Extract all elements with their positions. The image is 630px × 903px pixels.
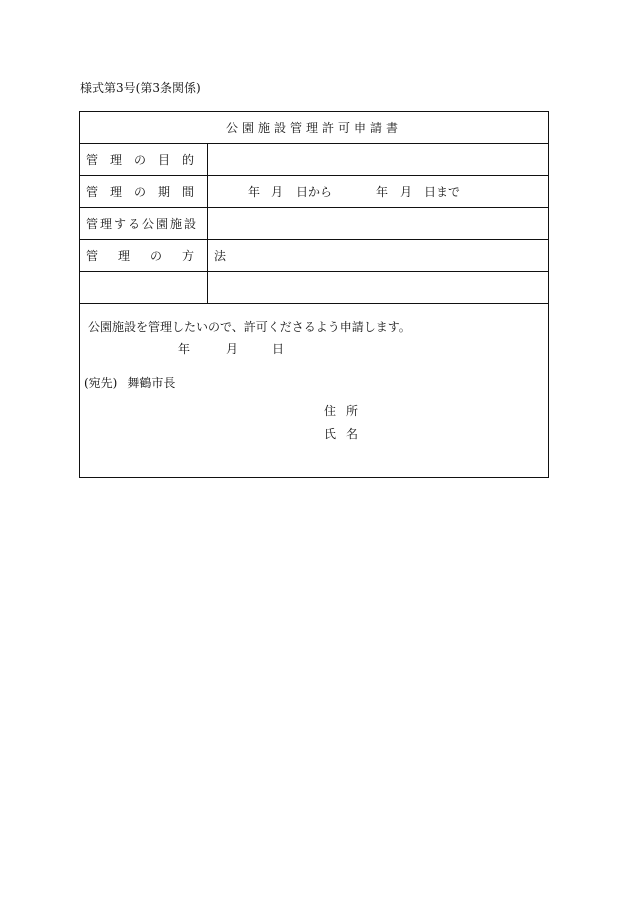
row-period-label: 管理の期間 bbox=[80, 176, 208, 207]
row-blank-label[interactable] bbox=[80, 272, 208, 303]
row-blank bbox=[80, 272, 548, 304]
application-date-month: 月 bbox=[226, 342, 239, 356]
row-method-label: 管理の方法 bbox=[80, 240, 208, 271]
application-form bbox=[79, 111, 549, 478]
facility-field[interactable] bbox=[208, 208, 548, 239]
period-from-month: 月 bbox=[271, 185, 284, 199]
row-period bbox=[80, 176, 548, 208]
period-to-month: 月 bbox=[400, 185, 413, 199]
period-to-day: 日まで bbox=[424, 185, 461, 199]
purpose-field[interactable] bbox=[208, 144, 548, 175]
period-from-year: 年 bbox=[248, 185, 261, 199]
blank-field[interactable] bbox=[208, 272, 548, 303]
period-field[interactable] bbox=[208, 176, 548, 207]
row-method bbox=[80, 240, 548, 272]
addressee-name: 舞鶴市長 bbox=[127, 376, 176, 390]
form-title-row bbox=[80, 112, 548, 144]
addressee bbox=[84, 374, 175, 391]
application-statement: 公園施設を管理したいので、許可くださるよう申請します。 bbox=[88, 320, 411, 334]
application-date-year: 年 bbox=[178, 342, 191, 356]
form-title: 公園施設管理許可申請書 bbox=[225, 121, 402, 135]
signature-name-label: 氏名 bbox=[324, 427, 369, 441]
row-facility-label: 管理する公園施設 bbox=[80, 208, 208, 239]
addressee-prefix: (宛先) bbox=[84, 376, 118, 390]
period-to-year: 年 bbox=[376, 185, 389, 199]
method-field[interactable] bbox=[208, 240, 548, 271]
row-purpose bbox=[80, 144, 548, 176]
application-date-day: 日 bbox=[272, 342, 285, 356]
form-number: 様式第3号(第3条関係) bbox=[80, 81, 201, 95]
signature-address-label: 住所 bbox=[324, 404, 369, 418]
row-facility bbox=[80, 208, 548, 240]
period-from-day: 日から bbox=[296, 185, 333, 199]
row-purpose-label: 管理の目的 bbox=[80, 144, 208, 175]
